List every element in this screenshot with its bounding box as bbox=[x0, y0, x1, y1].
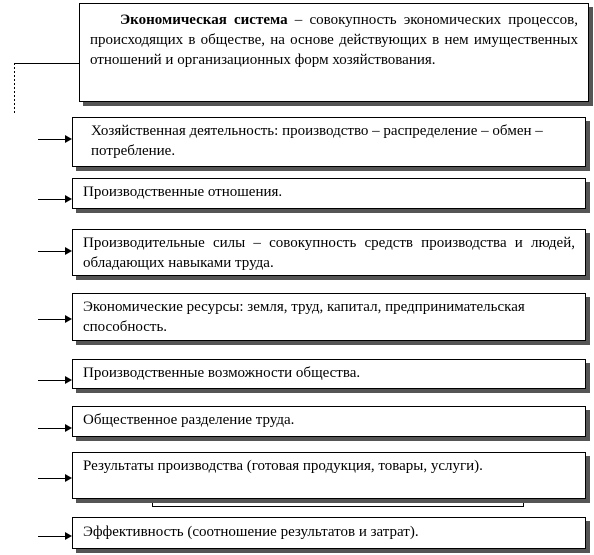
arrow-line-3 bbox=[38, 251, 65, 252]
item-text-4: Экономические ресурсы: земля, труд, капитал, предпринимательская способность. bbox=[83, 299, 525, 335]
arrow-line-5 bbox=[38, 380, 65, 381]
item-text-8: Эффективность (соотношение результатов и затрат). bbox=[83, 524, 419, 540]
item-efficiency bbox=[72, 517, 586, 549]
definition-term: Экономическая система bbox=[120, 12, 288, 28]
arrow-line-2 bbox=[38, 199, 65, 200]
arrow-head-3 bbox=[65, 247, 72, 255]
arrow-head-2 bbox=[65, 195, 72, 203]
arrow-head-1 bbox=[65, 135, 72, 143]
item-text-2: Производственные отношения. bbox=[83, 184, 283, 200]
item-text-7: Результаты производства (готовая продукция, товары, услуги). bbox=[83, 458, 483, 474]
item-productive-forces bbox=[72, 229, 586, 276]
item-text-3: Производительные силы – совокупность средств производства и людей, обладающих навыками труда. bbox=[83, 235, 575, 271]
item-text-6: Общественное разделение труда. bbox=[83, 412, 295, 428]
item-economic-resources bbox=[72, 293, 586, 341]
arrow-line-6 bbox=[38, 428, 65, 429]
item-production-results bbox=[72, 452, 586, 499]
definition-text: – совокупность экономических процессов, происходящих в обществе, на основе действующих в нем имущественных отношений и организационных форм хозяйствования. bbox=[90, 12, 578, 68]
arrow-head-5 bbox=[65, 376, 72, 384]
arrow-head-7 bbox=[65, 474, 72, 482]
connector-top-horizontal bbox=[14, 63, 79, 64]
item-division-of-labor bbox=[72, 406, 586, 437]
arrow-head-4 bbox=[65, 315, 72, 323]
arrow-head-8 bbox=[65, 532, 72, 540]
arrow-line-4 bbox=[38, 319, 65, 320]
arrow-line-8 bbox=[38, 536, 65, 537]
item-text-1: Хозяйственная деятельность: производство – распределение – обмен – потребление. bbox=[91, 123, 543, 159]
arrow-line-1 bbox=[38, 139, 65, 140]
arrow-head-6 bbox=[65, 424, 72, 432]
economic-system-definition bbox=[79, 3, 589, 102]
item-production-possibilities bbox=[72, 359, 586, 389]
item-production-relations bbox=[72, 178, 586, 209]
item-text-5: Производственные возможности общества. bbox=[83, 365, 361, 381]
connector-top-vertical bbox=[14, 63, 15, 115]
item-economic-activity bbox=[72, 117, 586, 167]
arrow-line-7 bbox=[38, 478, 65, 479]
